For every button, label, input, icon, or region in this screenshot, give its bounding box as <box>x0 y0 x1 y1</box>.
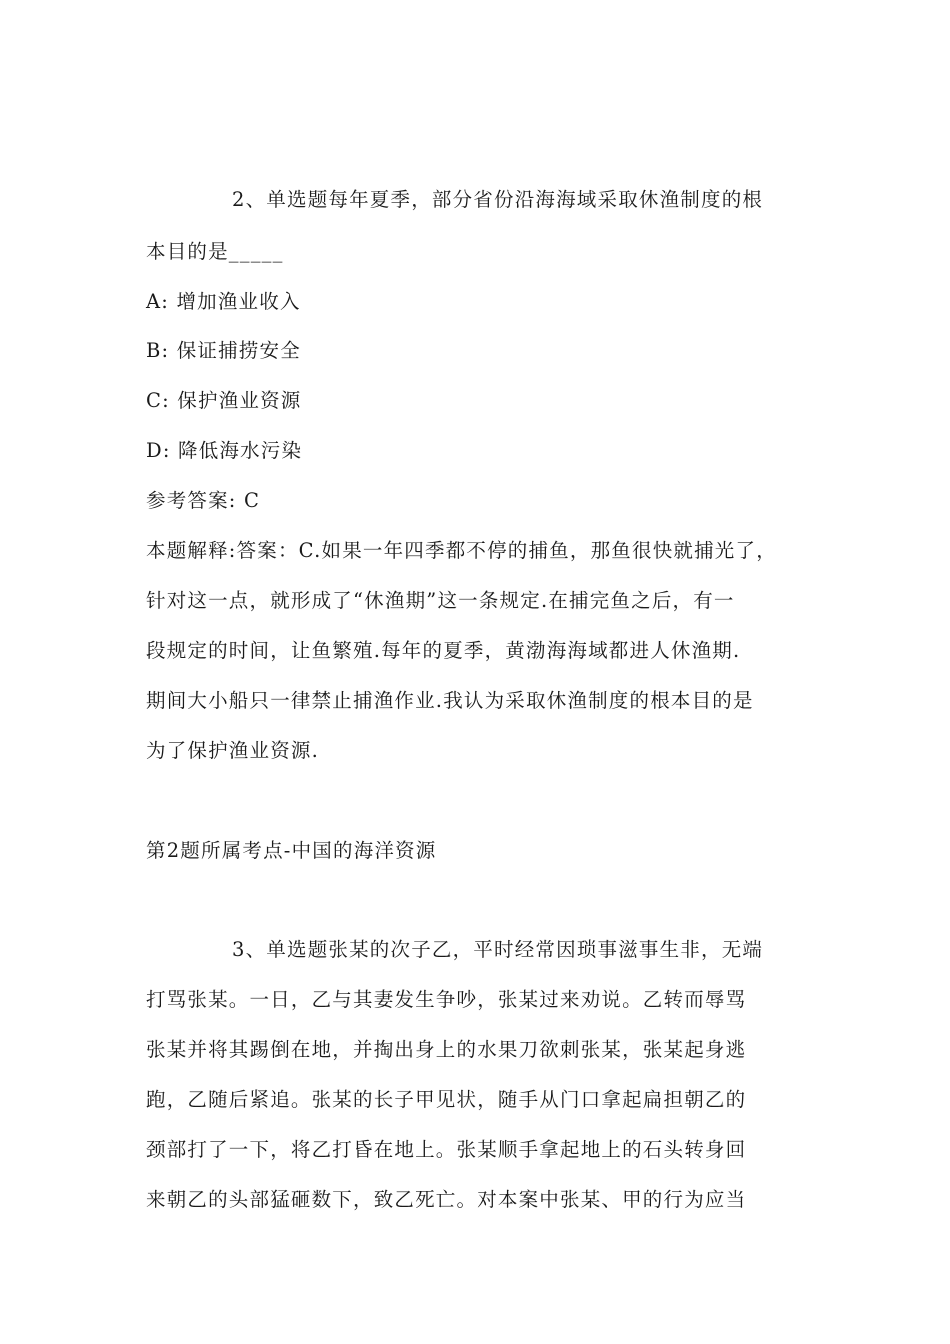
q2-option-c: C: 保护渔业资源 <box>146 389 302 412</box>
q2-explanation-line-1: 本题解释:答案：C.如果一年四季都不停的捕鱼，那鱼很快就捕光了， <box>146 539 777 562</box>
q2-explanation-line-2: 针对这一点，就形成了“休渔期”这一条规定.在捕完鱼之后，有一 <box>146 589 735 612</box>
q2-stem-line-2: 本目的是_____ <box>146 240 284 263</box>
q2-option-a: A: 增加渔业收入 <box>146 290 301 313</box>
q2-option-b: B: 保证捕捞安全 <box>146 339 301 362</box>
q2-option-d: D: 降低海水污染 <box>146 439 303 462</box>
q3-stem-line-4: 跑，乙随后紧追。张某的长子甲见状，随手从门口拿起扁担朝乙的 <box>146 1088 747 1111</box>
q3-stem-line-3: 张某并将其踢倒在地，并掏出身上的水果刀欲刺张某，张某起身逃 <box>146 1038 747 1061</box>
q3-stem-line-2: 打骂张某。一日，乙与其妻发生争吵，张某过来劝说。乙转而辱骂 <box>146 988 747 1011</box>
q3-stem-line-5: 颈部打了一下，将乙打昏在地上。张某顺手拿起地上的石头转身回 <box>146 1138 747 1161</box>
q2-explanation-line-4: 期间大小船只一律禁止捕渔作业.我认为采取休渔制度的根本目的是 <box>146 689 754 712</box>
q2-explanation-line-5: 为了保护渔业资源. <box>146 739 319 762</box>
q2-explanation-line-3: 段规定的时间，让鱼繁殖.每年的夏季，黄渤海海域都进人休渔期. <box>146 639 741 662</box>
q2-topic: 第2题所属考点-中国的海洋资源 <box>146 839 437 862</box>
q3-stem-line-6: 来朝乙的头部猛砸数下，致乙死亡。对本案中张某、甲的行为应当 <box>146 1188 747 1211</box>
q2-answer: 参考答案: C <box>146 489 261 512</box>
q3-stem-line-1: 3、单选题张某的次子乙，平时经常因琐事滋事生非，无端 <box>232 938 764 961</box>
q2-stem-line-1: 2、单选题每年夏季，部分省份沿海海域采取休渔制度的根 <box>232 188 764 211</box>
